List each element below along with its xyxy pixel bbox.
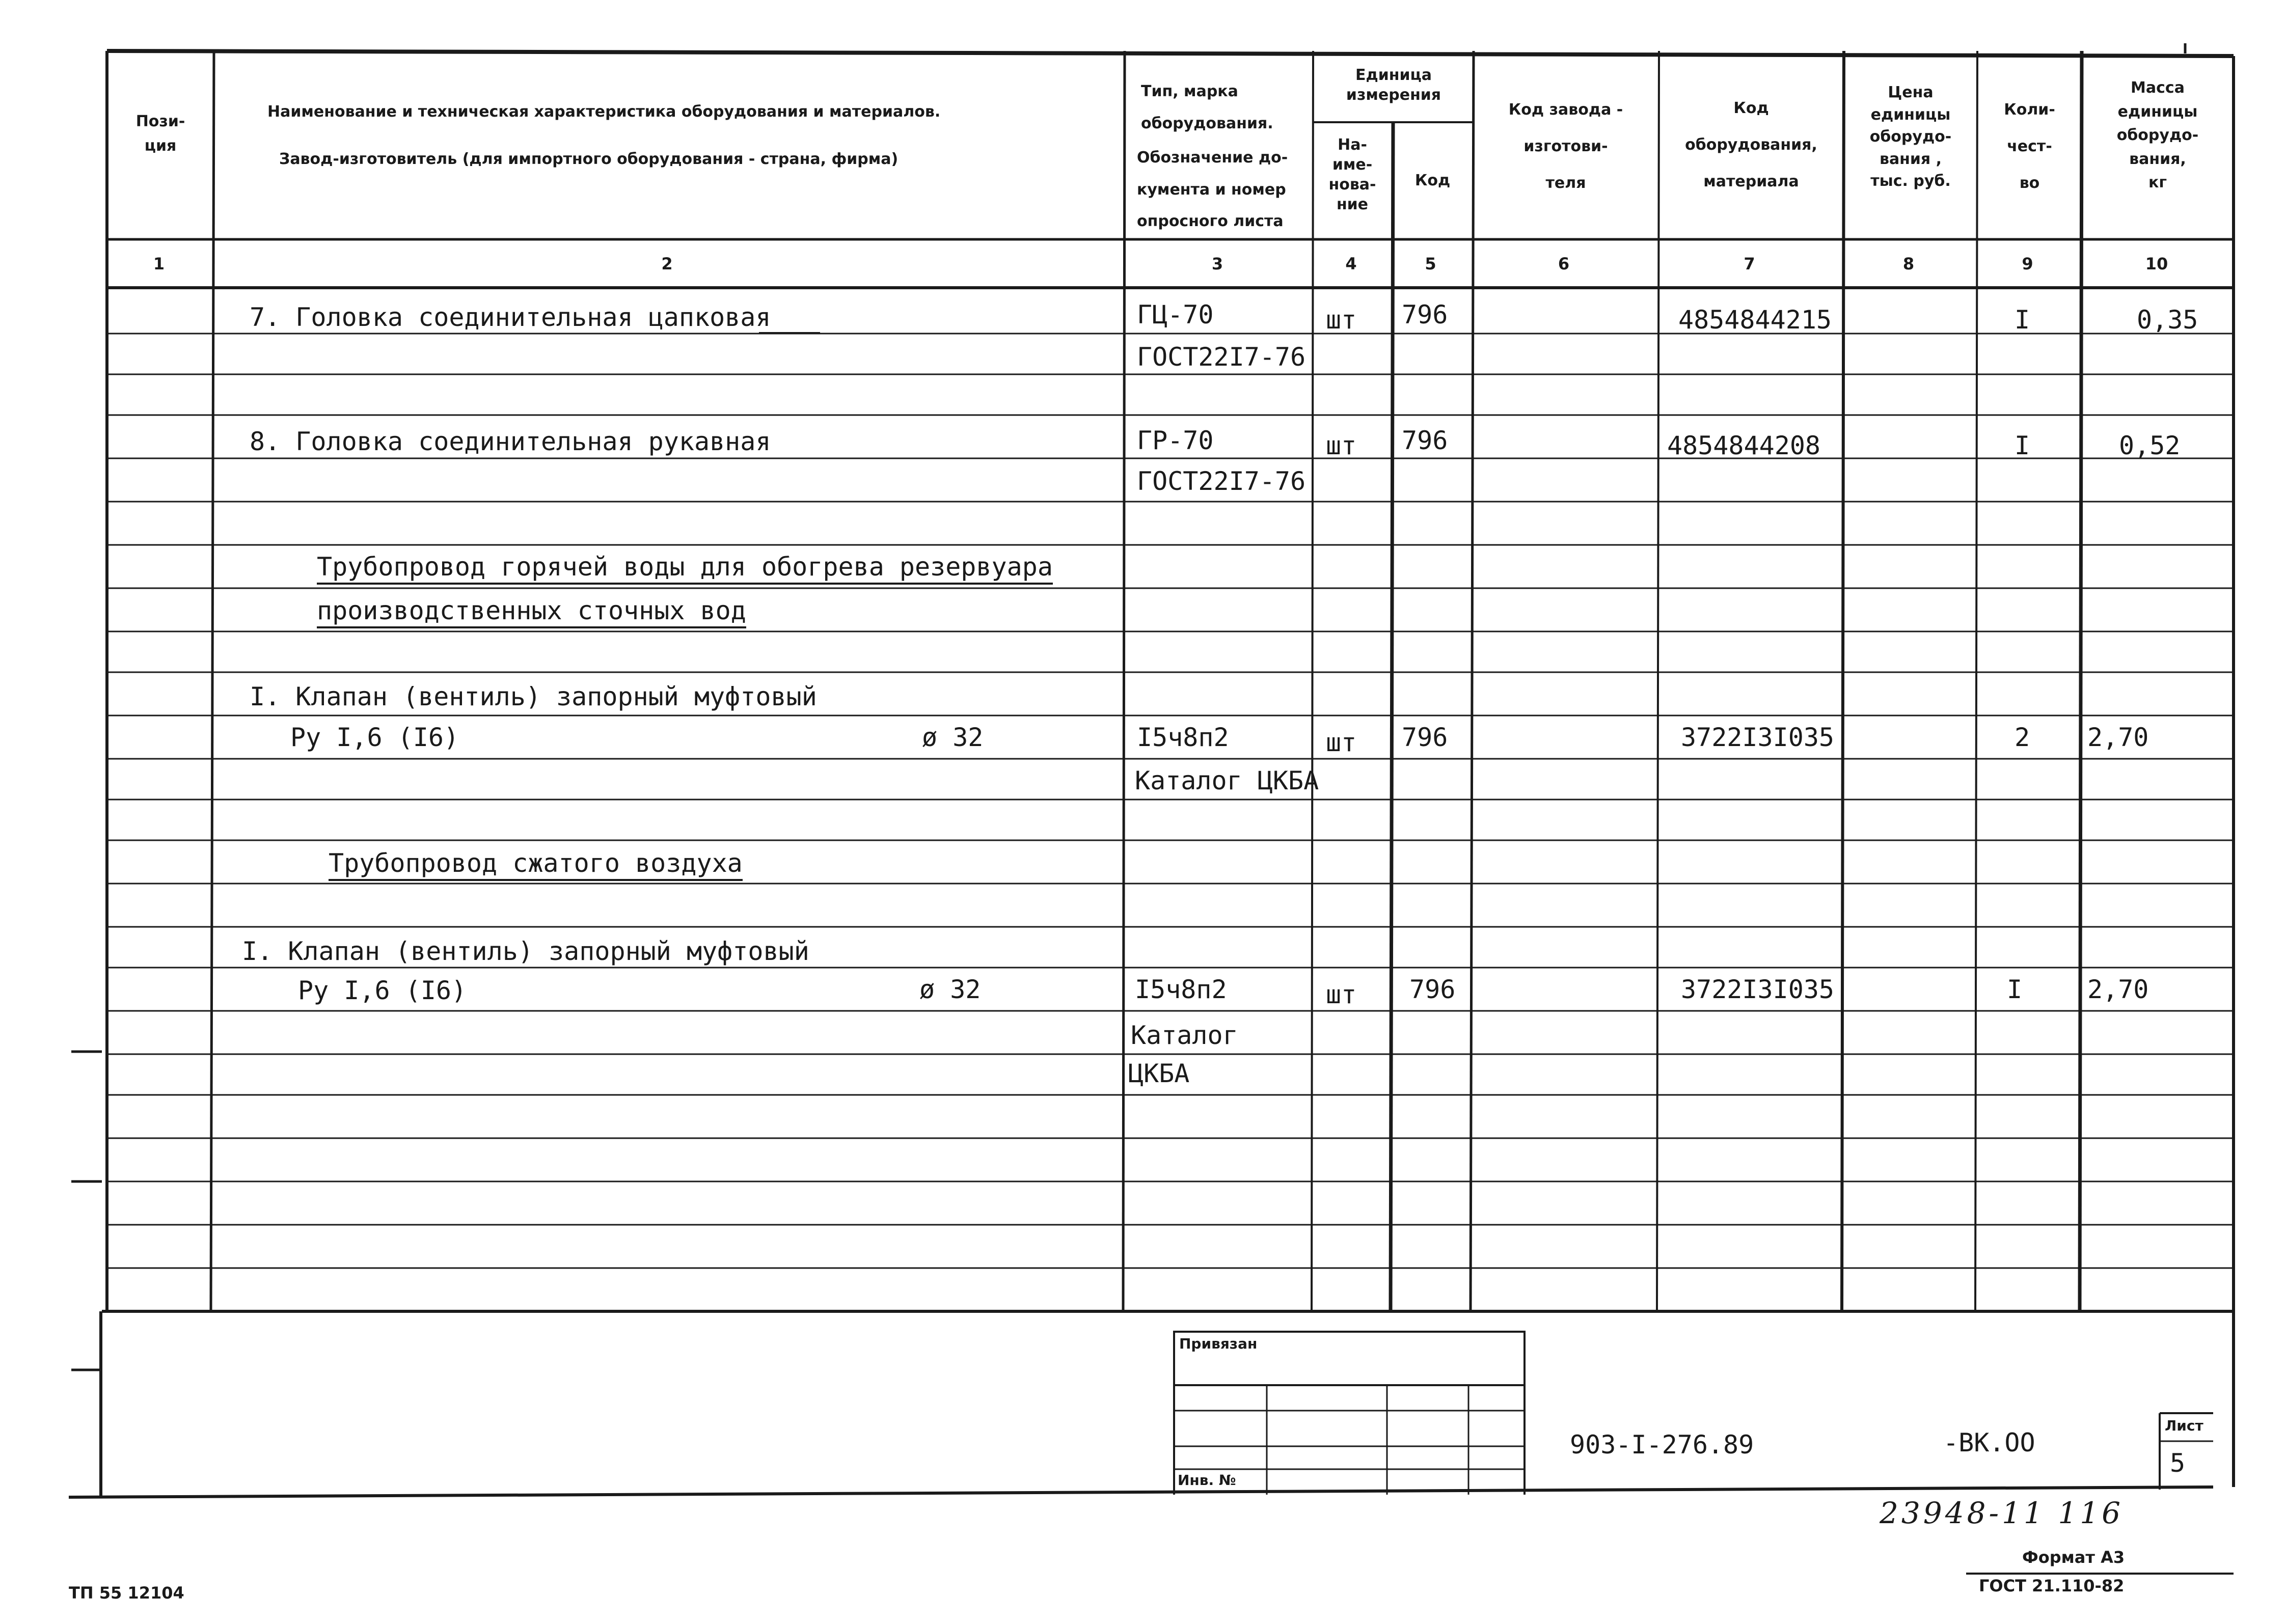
column-number: 9 bbox=[2022, 254, 2033, 273]
item-type: ГОСТ22I7-76 bbox=[1137, 342, 1306, 372]
item-diameter: ø 32 bbox=[919, 975, 981, 1004]
header-col8: Цена единицы оборудо- вания , тыс. руб. bbox=[1869, 84, 1952, 190]
header-unit-group: Единица измерения bbox=[1346, 66, 1441, 104]
section-heading: Трубопровод сжатого воздуха bbox=[329, 850, 743, 881]
stamp-privyazan: Привязан bbox=[1179, 1335, 1258, 1352]
item-unit: шт bbox=[1326, 728, 1357, 757]
item-name: 8. Головка соединительная рукавная bbox=[250, 427, 771, 456]
header-col3-l1: Тип, марка bbox=[1141, 82, 1238, 100]
item-unit-code: 796 bbox=[1402, 426, 1448, 455]
stamp-inventory-number: Инв. № bbox=[1178, 1472, 1236, 1489]
format-label: Формат А3 bbox=[2022, 1548, 2125, 1567]
header-col1: Пози- ция bbox=[135, 113, 185, 155]
item-unit: шт bbox=[1326, 305, 1357, 335]
gost-label: ГОСТ 21.110-82 bbox=[1979, 1576, 2125, 1595]
item-diameter: ø 32 bbox=[922, 723, 984, 752]
header-col3-l4: кумента и номер bbox=[1137, 181, 1286, 199]
column-number: 5 bbox=[1425, 254, 1436, 273]
item-mass: 2,70 bbox=[2087, 723, 2149, 752]
item-equipment-code: 4854844208 bbox=[1667, 431, 1821, 460]
item-type: Каталог bbox=[1131, 1021, 1238, 1050]
header-col3-l2: оборудования. bbox=[1141, 115, 1273, 132]
item-mass: 2,70 bbox=[2087, 975, 2149, 1004]
column-number: 7 bbox=[1744, 254, 1755, 273]
item-type: ГЦ-70 bbox=[1137, 300, 1214, 329]
item-unit: шт bbox=[1326, 431, 1357, 460]
document-suffix: -ВК.ОО bbox=[1943, 1428, 2035, 1457]
item-equipment-code: 3722I3I035 bbox=[1681, 723, 1835, 752]
header-col5: Код bbox=[1414, 172, 1451, 189]
sheet-label: Лист bbox=[2165, 1417, 2203, 1434]
item-unit-code: 796 bbox=[1409, 975, 1456, 1004]
column-number: 8 bbox=[1902, 254, 1915, 273]
header-col2-line2: Завод-изготовитель (для импортного оборудования - страна, фирма) bbox=[279, 150, 899, 168]
column-number: 2 bbox=[661, 254, 673, 273]
item-name: I. Клапан (вентиль) запорный муфтовый bbox=[250, 682, 817, 711]
item-type: ГР-70 bbox=[1137, 426, 1214, 455]
tp-label: ТП 55 12104 bbox=[69, 1583, 184, 1603]
item-unit-code: 796 bbox=[1402, 723, 1448, 752]
item-name: 7. Головка соединительная цапковая bbox=[250, 302, 771, 332]
column-number: 4 bbox=[1345, 254, 1357, 273]
item-quantity: I bbox=[2015, 431, 2030, 460]
header-col3-l3: Обозначение до- bbox=[1137, 149, 1288, 167]
item-quantity: I bbox=[2015, 305, 2030, 335]
sheet-number: 5 bbox=[2170, 1448, 2186, 1478]
item-quantity: 2 bbox=[2015, 723, 2030, 752]
column-number: 3 bbox=[1211, 254, 1223, 273]
item-equipment-code: 4854844215 bbox=[1678, 305, 1832, 335]
item-unit: шт bbox=[1326, 980, 1357, 1009]
header-col3-l5: опросного листа bbox=[1137, 212, 1284, 230]
item-unit-code: 796 bbox=[1402, 300, 1448, 329]
item-type: ЦКБА bbox=[1128, 1059, 1190, 1088]
handwritten-number: 23948-11 116 bbox=[1880, 1496, 2124, 1530]
item-name: I. Клапан (вентиль) запорный муфтовый bbox=[242, 937, 809, 966]
item-mass: 0,52 bbox=[2119, 431, 2181, 460]
header-col6: Код завода - изготови- теля bbox=[1508, 101, 1623, 192]
header-col9: Коли- чест- во bbox=[2004, 101, 2055, 192]
header-col4: На- име- нова- ние bbox=[1328, 136, 1376, 213]
section-heading: производственных сточных вод bbox=[317, 598, 746, 628]
item-type: I5ч8п2 bbox=[1135, 975, 1227, 1004]
item-type: ГОСТ22I7-76 bbox=[1137, 466, 1306, 496]
header-col10: Масса единицы оборудо- вания, кг bbox=[2116, 79, 2199, 191]
item-type: I5ч8п2 bbox=[1137, 723, 1229, 752]
document-number: 903-I-276.89 bbox=[1570, 1430, 1754, 1460]
header-col7: Код оборудования, материала bbox=[1685, 99, 1817, 190]
item-type: Каталог ЦКБА bbox=[1135, 766, 1319, 795]
section-heading: Трубопровод горячей воды для обогрева резервуара bbox=[317, 554, 1053, 585]
column-number: 10 bbox=[2145, 254, 2168, 273]
item-name: Ру I,6 (I6) bbox=[298, 976, 467, 1005]
item-name: Ру I,6 (I6) bbox=[290, 723, 459, 752]
column-number: 1 bbox=[153, 254, 165, 273]
underline bbox=[759, 332, 820, 334]
header-col2-line1: Наименование и техническая характеристика оборудования и материалов. bbox=[267, 103, 941, 121]
item-quantity: I bbox=[2007, 975, 2023, 1004]
column-number: 6 bbox=[1558, 254, 1570, 273]
item-mass: 0,35 bbox=[2137, 305, 2198, 335]
item-equipment-code: 3722I3I035 bbox=[1681, 975, 1835, 1004]
